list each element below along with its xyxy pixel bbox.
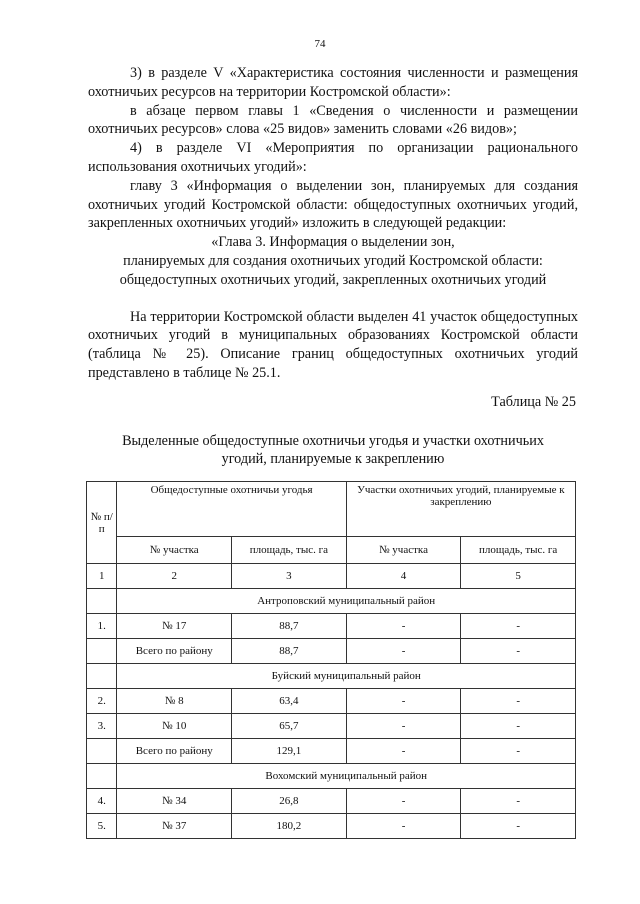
table-title-line: Выделенные общедоступные охотничьи угодья и участки охотничьих <box>122 433 544 449</box>
table-title-line: угодий, планируемые к закреплению <box>221 451 445 467</box>
table-row <box>87 789 576 814</box>
cell-np: 2. <box>87 689 117 714</box>
cell-area2: - <box>461 739 576 764</box>
cell-area2: - <box>461 639 576 664</box>
chapter-heading-line: планируемых для создания охотничьих угодий Костромской области: <box>123 252 543 269</box>
cell-area: 63,4 <box>232 689 347 714</box>
header-planned-plots: Участки охотничьих угодий, планируемые к закреплению <box>346 482 575 537</box>
subheader-area: площадь, тыс. га <box>461 537 576 564</box>
cell-np: 5. <box>87 814 117 839</box>
hunting-grounds-table <box>86 481 576 839</box>
cell-plot2: - <box>346 639 461 664</box>
cell-area2: - <box>461 789 576 814</box>
column-number: 4 <box>346 564 461 589</box>
cell-plot2: - <box>346 814 461 839</box>
cell-plot: № 34 <box>117 789 232 814</box>
cell-plot: № 8 <box>117 689 232 714</box>
cell-area: 88,7 <box>232 639 347 664</box>
table-row <box>87 714 576 739</box>
cell-area2: - <box>461 714 576 739</box>
header-np: № п/п <box>87 482 117 564</box>
paragraph: 3) в разделе V «Характеристика состояния численности и размещения охотничьих ресурсов на территории Костромской области»: <box>88 65 578 100</box>
subheader-plot-number: № участка <box>346 537 461 564</box>
table-row <box>87 614 576 639</box>
cell-area: 129,1 <box>232 739 347 764</box>
cell-np <box>87 739 117 764</box>
district-name: Антроповский муниципальный район <box>117 589 576 614</box>
cell-area: 65,7 <box>232 714 347 739</box>
header-public-grounds: Общедоступные охотничьи угодья <box>117 482 346 537</box>
page-number: 74 <box>314 38 326 50</box>
district-name: Вохомский муниципальный район <box>117 764 576 789</box>
chapter-heading <box>88 233 578 289</box>
chapter-heading-line: общедоступных охотничьих угодий, закрепленных охотничьих угодий <box>119 271 547 288</box>
cell-np <box>87 639 117 664</box>
chapter-paragraph: На территории Костромской области выделен 41 участок общедоступных охотничьих угодий в муниципальных образованиях Костромской области (таблица № 25). Описание границ общедоступных охотничьих угодий представлено в таблице № 25.1. <box>88 308 578 381</box>
cell-plot2: - <box>346 739 461 764</box>
table-row <box>87 639 576 664</box>
cell-area: 26,8 <box>232 789 347 814</box>
chapter-heading-line: «Глава 3. Информация о выделении зон, <box>211 234 455 251</box>
paragraph: 4) в разделе VI «Мероприятия по организации рационального использования охотничьих угодий»: <box>88 140 578 175</box>
paragraph: в абзаце первом главы 1 «Сведения о численности и размещении охотничьих ресурсов» слова «25 видов» заменить словами «26 видов»; <box>88 102 578 138</box>
cell-plot: № 10 <box>117 714 232 739</box>
column-number: 5 <box>461 564 576 589</box>
cell-plot: Всего по району <box>117 639 232 664</box>
cell-plot2: - <box>346 714 461 739</box>
table-row <box>87 739 576 764</box>
cell-plot: Всего по району <box>117 739 232 764</box>
table-row <box>87 814 576 839</box>
cell-area: 88,7 <box>232 614 347 639</box>
cell-np: 1. <box>87 614 117 639</box>
table-row <box>87 689 576 714</box>
column-number: 2 <box>117 564 232 589</box>
cell-np: 4. <box>87 789 117 814</box>
column-number: 3 <box>232 564 347 589</box>
cell-plot2: - <box>346 689 461 714</box>
cell-plot2: - <box>346 789 461 814</box>
cell-area2: - <box>461 614 576 639</box>
cell-plot: № 17 <box>117 614 232 639</box>
cell-np: 3. <box>87 714 117 739</box>
paragraph: главу 3 «Информация о выделении зон, планируемых для создания охотничьих угодий Костромской области: общедоступных охотничьих угодий, закрепленных охотничьих угодий» изложить в следующей редакции: <box>88 177 578 232</box>
document-body <box>88 64 578 383</box>
subheader-plot-number: № участка <box>117 537 232 564</box>
cell-area2: - <box>461 814 576 839</box>
cell-area: 180,2 <box>232 814 347 839</box>
cell-plot: № 37 <box>117 814 232 839</box>
cell-plot2: - <box>346 614 461 639</box>
table-label: Таблица № 25 <box>491 394 576 410</box>
subheader-area: площадь, тыс. га <box>232 537 347 564</box>
column-number: 1 <box>87 564 117 589</box>
cell-area2: - <box>461 689 576 714</box>
table-title <box>88 432 578 468</box>
district-name: Буйский муниципальный район <box>117 664 576 689</box>
